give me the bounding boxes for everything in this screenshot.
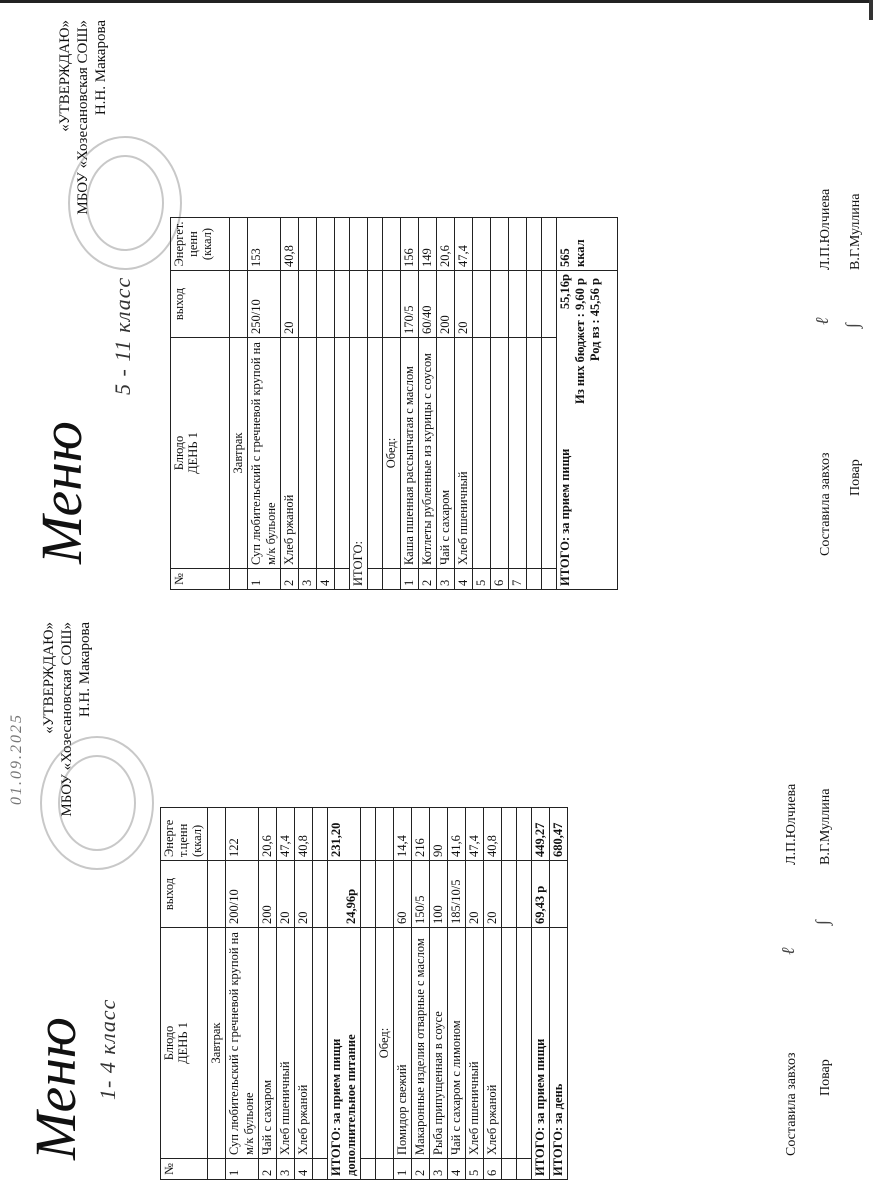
row-dish: Хлеб пшеничный bbox=[466, 928, 484, 1159]
row-output bbox=[299, 271, 317, 338]
blank-row bbox=[527, 218, 542, 590]
compiler-signature: ℓ bbox=[778, 947, 798, 955]
class-note: 1- 4 класс bbox=[95, 998, 120, 1100]
date-note: 01.09.2025 bbox=[8, 713, 25, 805]
row-num: 5 bbox=[473, 569, 491, 590]
row-output: 200 bbox=[259, 861, 277, 928]
approval-block bbox=[56, 20, 110, 290]
row-energy: 14,4 bbox=[394, 808, 412, 861]
row-energy: 47,4 bbox=[455, 218, 473, 271]
row-dish: Хлеб ржаной bbox=[295, 928, 313, 1159]
total-lunch-price: 55,16р bbox=[558, 274, 572, 310]
table-row bbox=[299, 218, 317, 590]
row-output bbox=[509, 271, 527, 338]
total-lunch-cell bbox=[557, 271, 618, 590]
section-row bbox=[208, 808, 226, 1180]
compiler-name: Л.П.Юлчиева bbox=[784, 783, 799, 865]
row-num: 2 bbox=[259, 1159, 277, 1180]
total-lunch-row bbox=[557, 218, 618, 590]
row-output bbox=[473, 271, 491, 338]
row-num: 5 bbox=[466, 1159, 484, 1180]
row-num: 4 bbox=[295, 1159, 313, 1180]
section-breakfast: Завтрак bbox=[230, 338, 248, 569]
row-output bbox=[491, 271, 509, 338]
row-energy: 20,6 bbox=[437, 218, 455, 271]
row-dish bbox=[317, 338, 335, 569]
total-lunch-price: 69,43 р bbox=[532, 861, 550, 928]
row-num: 1 bbox=[394, 1159, 412, 1180]
row-num: 7 bbox=[509, 569, 527, 590]
menu-title: Меню bbox=[23, 1017, 88, 1160]
section-row bbox=[383, 218, 401, 590]
row-energy: 216 bbox=[412, 808, 430, 861]
compiler-label: Составила завхоз bbox=[784, 1052, 799, 1156]
row-num: 1 bbox=[248, 569, 281, 590]
row-num: 1 bbox=[226, 1159, 259, 1180]
total-lunch-energy: 565 ккал bbox=[557, 218, 618, 271]
row-energy: 20,6 bbox=[259, 808, 277, 861]
section-row bbox=[230, 218, 248, 590]
cook-name: В.Г.Муллина bbox=[848, 193, 863, 270]
header-output: выход bbox=[161, 861, 208, 928]
table-row bbox=[448, 808, 466, 1180]
total-lunch-row bbox=[532, 808, 550, 1180]
row-num: 4 bbox=[455, 569, 473, 590]
row-dish: Чай с сахаром bbox=[437, 338, 455, 569]
row-dish: Чай с сахаром bbox=[259, 928, 277, 1159]
blank-row bbox=[335, 218, 350, 590]
row-num: 3 bbox=[299, 569, 317, 590]
row-output: 170/5 bbox=[401, 271, 419, 338]
row-dish bbox=[299, 338, 317, 569]
table-row bbox=[412, 808, 430, 1180]
approval-title: «УТВЕРЖДАЮ» bbox=[57, 20, 73, 132]
approval-block bbox=[40, 622, 94, 900]
row-dish: Хлеб пшеничный bbox=[455, 338, 473, 569]
compiler-label: Составила завхоз bbox=[818, 452, 833, 556]
menu-right bbox=[0, 10, 873, 600]
cook-label: Повар bbox=[818, 1059, 833, 1096]
row-output: 20 bbox=[295, 861, 313, 928]
table-row bbox=[509, 218, 527, 590]
cook-label: Повар bbox=[848, 459, 863, 496]
row-dish bbox=[509, 338, 527, 569]
row-output: 20 bbox=[484, 861, 502, 928]
table-row bbox=[419, 218, 437, 590]
table-header-row bbox=[171, 218, 230, 590]
cook-signature: ∫ bbox=[812, 920, 832, 925]
row-energy: 47,4 bbox=[466, 808, 484, 861]
row-output: 20 bbox=[277, 861, 295, 928]
table-row bbox=[473, 218, 491, 590]
row-output: 200/10 bbox=[226, 861, 259, 928]
row-energy: 122 bbox=[226, 808, 259, 861]
approval-school: МБОУ «Хозесановская СОШ» bbox=[75, 20, 91, 215]
row-output bbox=[317, 271, 335, 338]
row-energy bbox=[491, 218, 509, 271]
table-row bbox=[295, 808, 313, 1180]
row-energy: 40,8 bbox=[295, 808, 313, 861]
total-day-energy: 680,47 bbox=[550, 808, 568, 861]
menu-table bbox=[160, 807, 568, 1180]
row-energy: 90 bbox=[430, 808, 448, 861]
row-energy: 156 bbox=[401, 218, 419, 271]
total-breakfast-row bbox=[350, 218, 368, 590]
row-energy bbox=[299, 218, 317, 271]
row-num: 3 bbox=[437, 569, 455, 590]
table-row bbox=[455, 218, 473, 590]
table-row bbox=[277, 808, 295, 1180]
row-dish: Котлеты рубленные из курицы с соусом bbox=[419, 338, 437, 569]
row-num: 3 bbox=[277, 1159, 295, 1180]
total-breakfast-row bbox=[328, 808, 361, 1180]
row-num: 4 bbox=[317, 569, 335, 590]
total-breakfast-energy: 231,20 bbox=[328, 808, 361, 861]
row-energy bbox=[473, 218, 491, 271]
row-dish: Хлеб пшеничный bbox=[277, 928, 295, 1159]
row-dish: Хлеб ржаной bbox=[281, 338, 299, 569]
total-label-line2: дополнительное питание bbox=[344, 1034, 358, 1176]
row-energy bbox=[509, 218, 527, 271]
header-num: № bbox=[161, 1159, 208, 1180]
total-day-label: ИТОГО: за день bbox=[550, 928, 568, 1180]
table-row bbox=[484, 808, 502, 1180]
section-row bbox=[376, 808, 394, 1180]
total-breakfast-price: 24,96р bbox=[328, 861, 361, 928]
compiler-name: Л.П.Юлчиева bbox=[818, 188, 833, 270]
row-num: 2 bbox=[281, 569, 299, 590]
table-row bbox=[281, 218, 299, 590]
table-row bbox=[430, 808, 448, 1180]
cook-name: В.Г.Муллина bbox=[818, 788, 833, 865]
row-output: 20 bbox=[455, 271, 473, 338]
menu-left bbox=[0, 610, 873, 1200]
row-output: 60/40 bbox=[419, 271, 437, 338]
table-row bbox=[317, 218, 335, 590]
row-num: 2 bbox=[419, 569, 437, 590]
approval-director: Н.Н. Макарова bbox=[77, 622, 93, 718]
row-dish: Помидор свежий bbox=[394, 928, 412, 1159]
header-num: № bbox=[171, 569, 230, 590]
blank-row bbox=[361, 808, 376, 1180]
total-day-row bbox=[550, 808, 568, 1180]
row-output: 20 bbox=[281, 271, 299, 338]
table-row bbox=[248, 218, 281, 590]
row-energy: 153 bbox=[248, 218, 281, 271]
row-num: 6 bbox=[491, 569, 509, 590]
row-output: 60 bbox=[394, 861, 412, 928]
approval-title: «УТВЕРЖДАЮ» bbox=[41, 622, 57, 734]
row-output: 100 bbox=[430, 861, 448, 928]
row-output: 185/10/5 bbox=[448, 861, 466, 928]
row-energy bbox=[317, 218, 335, 271]
total-lunch-label: ИТОГО: за прием пищи bbox=[558, 448, 572, 586]
approval-school: МБОУ «Хозесановская СОШ» bbox=[59, 622, 75, 817]
header-output: выход bbox=[171, 271, 230, 338]
row-dish: Суп любительский с гречневой крупой на м/к бульоне bbox=[248, 338, 281, 569]
row-dish: Рыба припущенная в соусе bbox=[430, 928, 448, 1159]
row-energy: 41,6 bbox=[448, 808, 466, 861]
section-lunch: Обед: bbox=[376, 928, 394, 1159]
cook-signature: ∫ bbox=[842, 323, 862, 328]
row-dish: Чай с сахаром с лимоном bbox=[448, 928, 466, 1159]
header-dish: Блюдо ДЕНЬ 1 bbox=[171, 338, 230, 569]
parent-line: Род вз : 45,56 р bbox=[588, 278, 602, 362]
header-energy: Энерге т.ценн (ккал) bbox=[161, 808, 208, 861]
row-output: 200 bbox=[437, 271, 455, 338]
blank-row bbox=[502, 808, 517, 1180]
section-lunch: Обед: bbox=[383, 338, 401, 569]
row-dish: Каша пшенная рассыпчатая с маслом bbox=[401, 338, 419, 569]
row-output: 20 bbox=[466, 861, 484, 928]
row-output: 250/10 bbox=[248, 271, 281, 338]
row-dish bbox=[491, 338, 509, 569]
total-lunch-energy: 449,27 bbox=[532, 808, 550, 861]
row-dish: Макаронные изделия отварные с маслом bbox=[412, 928, 430, 1159]
table-row bbox=[394, 808, 412, 1180]
table-row bbox=[491, 218, 509, 590]
row-dish: Суп любительский с гречневой крупой на м/к бульоне bbox=[226, 928, 259, 1159]
section-breakfast: Завтрак bbox=[208, 928, 226, 1159]
approval-director: Н.Н. Макарова bbox=[93, 20, 109, 116]
row-dish bbox=[473, 338, 491, 569]
header-energy: Энергет. ценн (ккал) bbox=[171, 218, 230, 271]
total-breakfast-label bbox=[328, 928, 361, 1180]
total-breakfast-label: ИТОГО: bbox=[350, 338, 368, 590]
blank-row bbox=[517, 808, 532, 1180]
row-num: 1 bbox=[401, 569, 419, 590]
row-num: 6 bbox=[484, 1159, 502, 1180]
table-row bbox=[401, 218, 419, 590]
class-note: 5 - 11 класс bbox=[110, 276, 135, 395]
total-label-line1: ИТОГО: за прием пищи bbox=[329, 1038, 343, 1176]
row-num: 4 bbox=[448, 1159, 466, 1180]
total-lunch-label: ИТОГО: за прием пищи bbox=[532, 928, 550, 1180]
row-energy: 40,8 bbox=[484, 808, 502, 861]
blank-row bbox=[542, 218, 557, 590]
table-row bbox=[466, 808, 484, 1180]
compiler-signature: ℓ bbox=[812, 317, 832, 325]
row-dish: Хлеб ржаной bbox=[484, 928, 502, 1159]
table-row bbox=[437, 218, 455, 590]
total-lunch-line bbox=[558, 274, 573, 586]
row-output: 150/5 bbox=[412, 861, 430, 928]
header-dish: Блюдо ДЕНЬ 1 bbox=[161, 928, 208, 1159]
table-row bbox=[259, 808, 277, 1180]
blank-row bbox=[368, 218, 383, 590]
menu-table bbox=[170, 217, 618, 590]
row-energy: 47,4 bbox=[277, 808, 295, 861]
row-energy: 40,8 bbox=[281, 218, 299, 271]
menu-title: Меню bbox=[29, 421, 94, 564]
budget-line: Из них бюджет : 9,60 р bbox=[573, 278, 587, 405]
row-num: 3 bbox=[430, 1159, 448, 1180]
blank-row bbox=[313, 808, 328, 1180]
table-row bbox=[226, 808, 259, 1180]
row-energy: 149 bbox=[419, 218, 437, 271]
table-header-row bbox=[161, 808, 208, 1180]
row-num: 2 bbox=[412, 1159, 430, 1180]
